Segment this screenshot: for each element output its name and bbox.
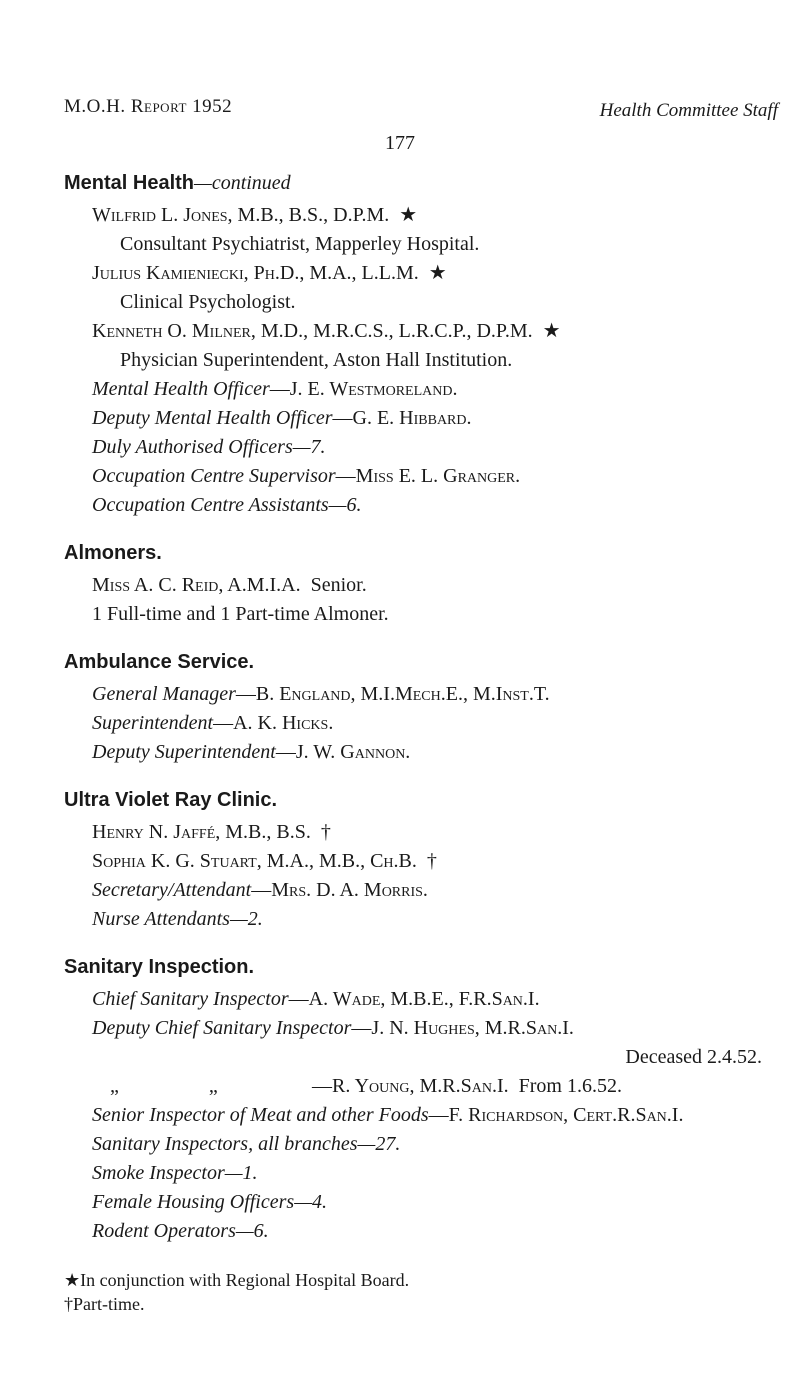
staff-entry: [64, 1014, 784, 1043]
staff-name: —J. E. Westmoreland.: [269, 378, 458, 400]
dagger-mark: †: [426, 850, 437, 872]
staff-name: Kenneth O. Milner, M.D., M.R.C.S., L.R.C.P., D.P.M.: [92, 320, 533, 342]
staff-name: —Miss E. L. Granger.: [335, 465, 521, 487]
ditto-marks: [92, 1072, 312, 1101]
staff-entry: [64, 985, 784, 1014]
staff-entry: [64, 1217, 784, 1246]
staff-entry: [64, 1130, 784, 1159]
star-mark: ★: [428, 262, 447, 284]
role-label: Secretary/Attendant: [92, 879, 252, 901]
staff-entry: [64, 905, 784, 934]
role-label: Nurse Attendants: [92, 908, 230, 930]
section-title: Ambulance Service.: [64, 651, 255, 673]
staff-name: —J. W. Gannon.: [275, 741, 411, 763]
staff-position: Clinical Psychologist.: [120, 291, 296, 313]
staff-entry: [64, 462, 784, 491]
star-mark: ★: [542, 320, 561, 342]
staff-count: —6.: [235, 1220, 269, 1242]
staff-name: —J. N. Hughes, M.R.San.I.: [351, 1017, 574, 1039]
role-label: Superintendent: [92, 712, 214, 734]
role-label: Smoke Inspector: [92, 1162, 225, 1184]
report-header: M.O.H. Report 1952: [64, 96, 233, 117]
staff-entry: [64, 738, 784, 767]
staff-name: Miss A. C. Reid, A.M.I.A.: [92, 574, 301, 596]
staff-name: —A. Wade, M.B.E., F.R.San.I.: [288, 988, 540, 1010]
ditto-mark: „: [208, 1075, 218, 1097]
staff-entry: [64, 201, 784, 230]
footnote-dagger: †Part-time.: [64, 1294, 145, 1314]
staff-entry: [64, 433, 784, 462]
role-label: Female Housing Officers: [92, 1191, 295, 1213]
page-number: 177: [385, 132, 415, 154]
role-label: General Manager: [92, 683, 236, 705]
staff-count: —1.: [224, 1162, 258, 1184]
role-label: Chief Sanitary Inspector: [92, 988, 289, 1010]
staff-entry: [64, 1101, 784, 1130]
staff-entry: [64, 818, 784, 847]
staff-position: Physician Superintendent, Aston Hall Institution.: [120, 349, 513, 371]
staff-entry: [64, 680, 784, 709]
uv-clinic-section: [64, 789, 784, 934]
staff-entry: [64, 1188, 784, 1217]
section-title-text: Mental Health: [64, 172, 195, 194]
mental-health-section: [64, 172, 784, 520]
section-title: Ultra Violet Ray Clinic.: [64, 789, 278, 811]
staff-entry: [64, 491, 784, 520]
staff-name: Julius Kamieniecki, Ph.D., M.A., L.L.M.: [92, 262, 419, 284]
page-content: [64, 172, 784, 1268]
section-title: [64, 172, 784, 195]
continued-label: —continued: [194, 172, 291, 194]
ditto-mark: „: [110, 1075, 119, 1097]
staff-count: —7.: [292, 436, 326, 458]
staff-name: —B. England, M.I.Mech.E., M.Inst.T.: [235, 683, 550, 705]
staff-entry: [64, 876, 784, 905]
staff-entry: [64, 571, 784, 600]
role-label: Occupation Centre Supervisor: [92, 465, 336, 487]
staff-entry: [64, 375, 784, 404]
footnote-star: ★In conjunction with Regional Hospital Board.: [64, 1270, 410, 1290]
role-label: Deputy Chief Sanitary Inspector: [92, 1017, 352, 1039]
staff-note: From 1.6.52.: [518, 1075, 622, 1097]
section-header: Health Committee Staff: [599, 100, 778, 121]
role-label: Occupation Centre Assistants: [92, 494, 329, 516]
role-label: Sanitary Inspectors, all branches: [92, 1133, 358, 1155]
dagger-mark: †: [320, 821, 331, 843]
sanitary-section: [64, 956, 784, 1246]
staff-entry: [64, 404, 784, 433]
role-label: Senior Inspector of Meat and other Foods: [92, 1104, 429, 1126]
section-title: Almoners.: [64, 542, 162, 564]
staff-name: Sophia K. G. Stuart, M.A., M.B., Ch.B.: [92, 850, 417, 872]
staff-entry: [64, 317, 784, 346]
staff-name: —R. Young, M.R.San.I.: [312, 1075, 509, 1097]
role-label: Deputy Superintendent: [92, 741, 276, 763]
staff-name: —F. Richardson, Cert.R.San.I.: [428, 1104, 684, 1126]
staff-entry: [64, 709, 784, 738]
ambulance-section: [64, 651, 784, 767]
section-title: Sanitary Inspection.: [64, 956, 255, 978]
staff-count: —4.: [294, 1191, 327, 1213]
staff-count: —6.: [328, 494, 362, 516]
staff-name: —Mrs. D. A. Morris.: [251, 879, 428, 901]
staff-entry: [64, 1072, 784, 1101]
staff-entry: [64, 259, 784, 288]
role-label: Mental Health Officer: [92, 378, 270, 400]
staff-entry: [64, 847, 784, 876]
role-label: Rodent Operators: [92, 1220, 236, 1242]
staff-name: Wilfrid L. Jones, M.B., B.S., D.P.M.: [92, 204, 390, 226]
star-mark: ★: [399, 204, 418, 226]
role-label: Duly Authorised Officers: [92, 436, 293, 458]
almoners-section: [64, 542, 784, 629]
staff-entry: [64, 1159, 784, 1188]
staff-count: —2.: [229, 908, 263, 930]
staff-count: —27.: [357, 1133, 401, 1155]
staff-name: —G. E. Hibbard.: [332, 407, 472, 429]
staff-note: Senior.: [310, 574, 367, 596]
staff-position: Consultant Psychiatrist, Mapperley Hospital.: [120, 233, 480, 255]
staff-summary: 1 Full-time and 1 Part-time Almoner.: [92, 603, 389, 625]
staff-name: Henry N. Jaffé, M.B., B.S.: [92, 821, 311, 843]
footnotes: [64, 1268, 409, 1316]
role-label: Deputy Mental Health Officer: [92, 407, 333, 429]
staff-name: —A. K. Hicks.: [213, 712, 334, 734]
staff-note: Deceased 2.4.52.: [625, 1046, 762, 1068]
